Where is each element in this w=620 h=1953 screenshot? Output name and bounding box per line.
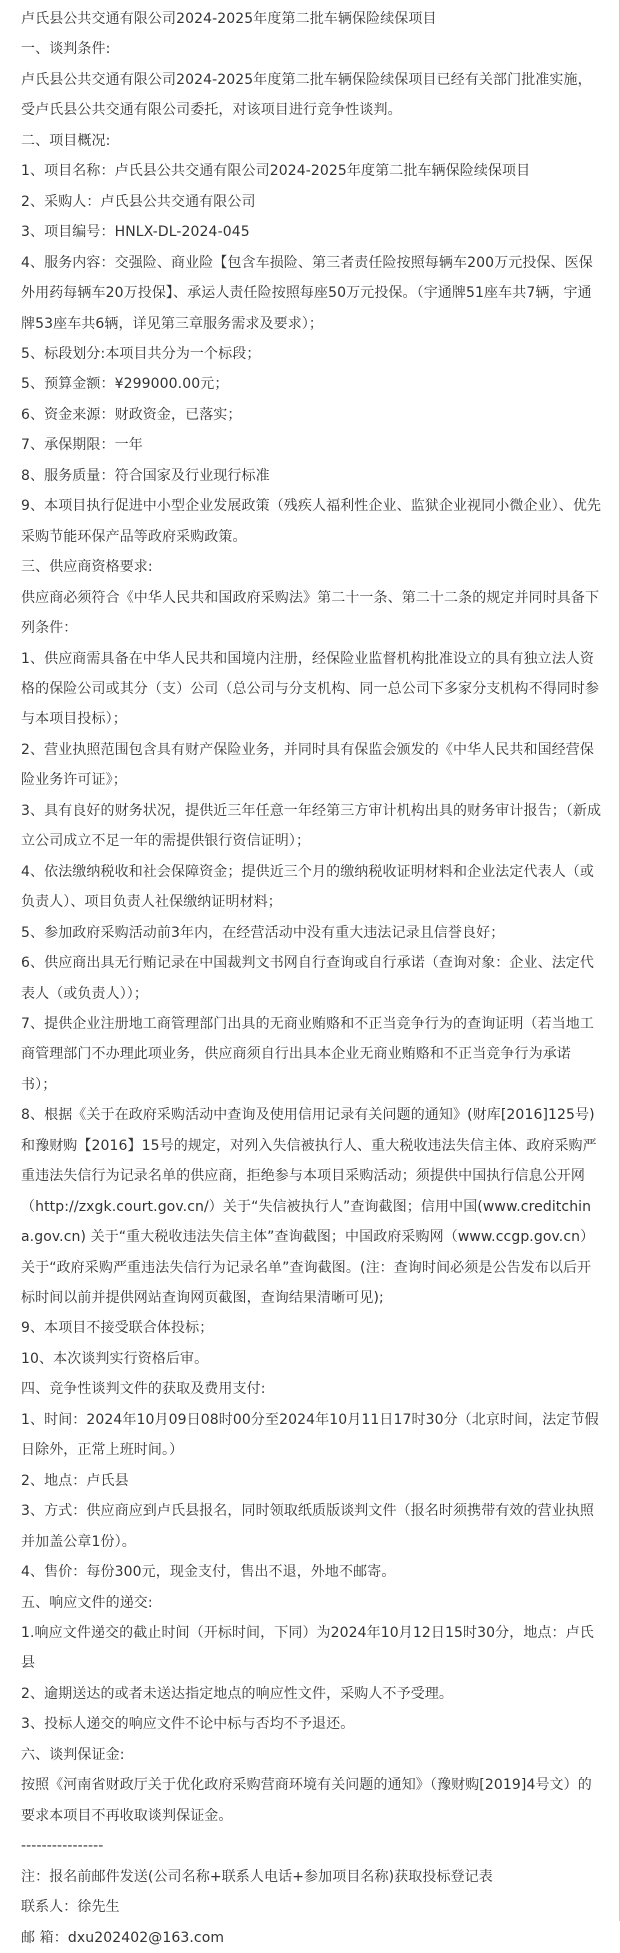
acquisition-price: 4、售价：每份300元，现金支付，售出不退，外地不邮寄。	[21, 1564, 396, 1581]
deposit-text: 按照《河南省财政厅关于优化政府采购营商环境有关问题的通知》（豫财购[2019]4号文）的要求本项目不再收取谈判保证金。	[21, 1777, 592, 1824]
contact-email: 邮 箱：dxu202402@163.com	[21, 1929, 225, 1946]
acquisition-time: 1、时间：2024年10月09日08时00分至2024年10月11日17时30分（北京时间，法定节假日除外，正常上班时间。）	[21, 1411, 599, 1459]
service-content: 4、服务内容：交强险、商业险【包含车损险、第三者责任险按照每辆车200万元投保、医保外用药每辆车20万投保】、承运人责任险按照每座50万元投保。（宇通牌51座车共7辆，宇通牌53座车共6辆，详见第三章服务需求及要求）；	[21, 254, 593, 332]
section-heading-negotiation-conditions: 一、谈判条件:	[21, 41, 111, 58]
document-title: 卢氏县公共交通有限公司2024-2025年度第二批车辆保险续保项目	[21, 11, 437, 27]
project-name: 1、项目名称：卢氏县公共交通有限公司2024-2025年度第二批车辆保险续保项目	[21, 163, 531, 180]
late-submission-rule: 2、逾期送达的或者未送达指定地点的响应性文件，采购人不予受理。	[21, 1685, 454, 1702]
submission-deadline: 1.响应文件递交的截止时间（开标时间，下同）为2024年10月12日15时30分，地点：卢氏县	[21, 1625, 594, 1672]
qualification-item-10: 10、本次谈判实行资格后审。	[21, 1350, 209, 1367]
qualification-intro: 供应商必须符合《中华人民共和国政府采购法》第二十一条、第二十二条的规定并同时具备下列条件：	[21, 589, 600, 637]
budget-amount: 5、预算金额：¥299000.00元；	[21, 376, 229, 393]
lot-division: 5、标段划分:本项目共分为一个标段；	[21, 345, 261, 362]
qualification-item-5: 5、参加政府采购活动前3年内，在经营活动中没有重大违法记录且信誉良好；	[21, 924, 505, 941]
sme-policy: 9、本项目执行促进中小型企业发展政策（残疾人福利性企业、监狱企业视同小微企业）、优先采购节能环保产品等政府采购政策。	[21, 498, 602, 545]
no-return-rule: 3、投标人递交的响应文件不论中标与否均不予退还。	[21, 1716, 355, 1733]
insurance-period: 7、承保期限：一年	[21, 437, 143, 454]
service-quality: 8、服务质量：符合国家及行业现行标准	[21, 467, 270, 484]
qualification-item-4: 4、依法缴纳税收和社会保障资金；提供近三个月的缴纳税收证明材料和企业法定代表人（或负责人）、项目负责人社保缴纳证明材料；	[21, 863, 595, 911]
section-heading-response-submission: 五、响应文件的递交:	[21, 1594, 153, 1611]
qualification-item-9: 9、本项目不接受联合体投标；	[21, 1320, 214, 1337]
qualification-item-7: 7、提供企业注册地工商管理部门出具的无商业贿赂和不正当竞争行为的查询证明（若当地工商管理部门不办理此项业务，供应商须自行出具本企业无商业贿赂和不正当竞争行为承诺书）；	[21, 1015, 595, 1093]
purchaser: 2、采购人：卢氏县公共交通有限公司	[21, 193, 256, 210]
acquisition-method: 3、方式：供应商应到卢氏县报名，同时领取纸质版谈判文件（报名时须携带有效的营业执照并加盖公章1份）。	[21, 1503, 595, 1550]
registration-note: 注：报名前邮件发送(公司名称+联系人电话+参加项目名称)获取投标登记表	[21, 1868, 493, 1885]
section-heading-project-overview: 二、项目概况:	[21, 132, 111, 149]
qualification-item-8: 8、根据《关于在政府采购活动中查询及使用信用记录有关问题的通知》(财库[2016]125号)和豫财购【2016】15号的规定，对列入失信被执行人、重大税收违法失信主体、政府采购严重违法失信行为记录名单的供应商，拒绝参与本项目采购活动；须提供中国执行信息公开网（http://zxgk.court.gov.cn/）关于“失信被执行人”查询截图；信用中国(www.creditchina.gov.cn) 关于“重大税收违法失信主体”查询截图；中国政府采购网（www.ccgp.gov.cn）关于“政府采购严重违法失信行为记录名单”查询截图。(注：查询时间必须是公告发布以后开标时间以前并提供网站查询网页截图，查询结果清晰可见);	[21, 1107, 597, 1307]
acquisition-location: 2、地点：卢氏县	[21, 1472, 129, 1489]
qualification-item-3: 3、具有良好的财务状况，提供近三年任意一年经第三方审计机构出具的财务审计报告；（新成立公司成立不足一年的需提供银行资信证明）；	[21, 802, 602, 850]
section-heading-supplier-qualifications: 三、供应商资格要求:	[21, 559, 153, 576]
fund-source: 6、资金来源：财政资金，已落实；	[21, 406, 242, 423]
divider-line: ----------------	[21, 1838, 104, 1855]
qualification-item-6: 6、供应商出具无行贿记录在中国裁判文书网自行查询或自行承诺（查询对象：企业、法定代表人（或负责人））；	[21, 955, 595, 1002]
section-heading-document-acquisition: 四、竞争性谈判文件的获取及费用支付:	[21, 1381, 266, 1398]
contact-person: 联系人：徐先生	[21, 1899, 120, 1916]
qualification-item-2: 2、营业执照范围包含具有财产保险业务，并同时具有保监会颁发的《中华人民共和国经营保险业务许可证》；	[21, 741, 595, 789]
project-number: 3、项目编号：HNLX-DL-2024-045	[21, 224, 250, 241]
section-heading-deposit: 六、谈判保证金:	[21, 1746, 125, 1763]
qualification-item-1: 1、供应商需具备在中华人民共和国境内注册，经保险业监督机构批准设立的具有独立法人资格的保险公司或其分（支）公司（总公司与分支机构、同一总公司下多家分支机构不得同时参与本项目投标）；	[21, 650, 600, 728]
negotiation-conditions-text: 卢氏县公共交通有限公司2024-2025年度第二批车辆保险续保项目已经有关部门批准实施，受卢氏县公共交通有限公司委托，对该项目进行竞争性谈判。	[21, 71, 592, 119]
